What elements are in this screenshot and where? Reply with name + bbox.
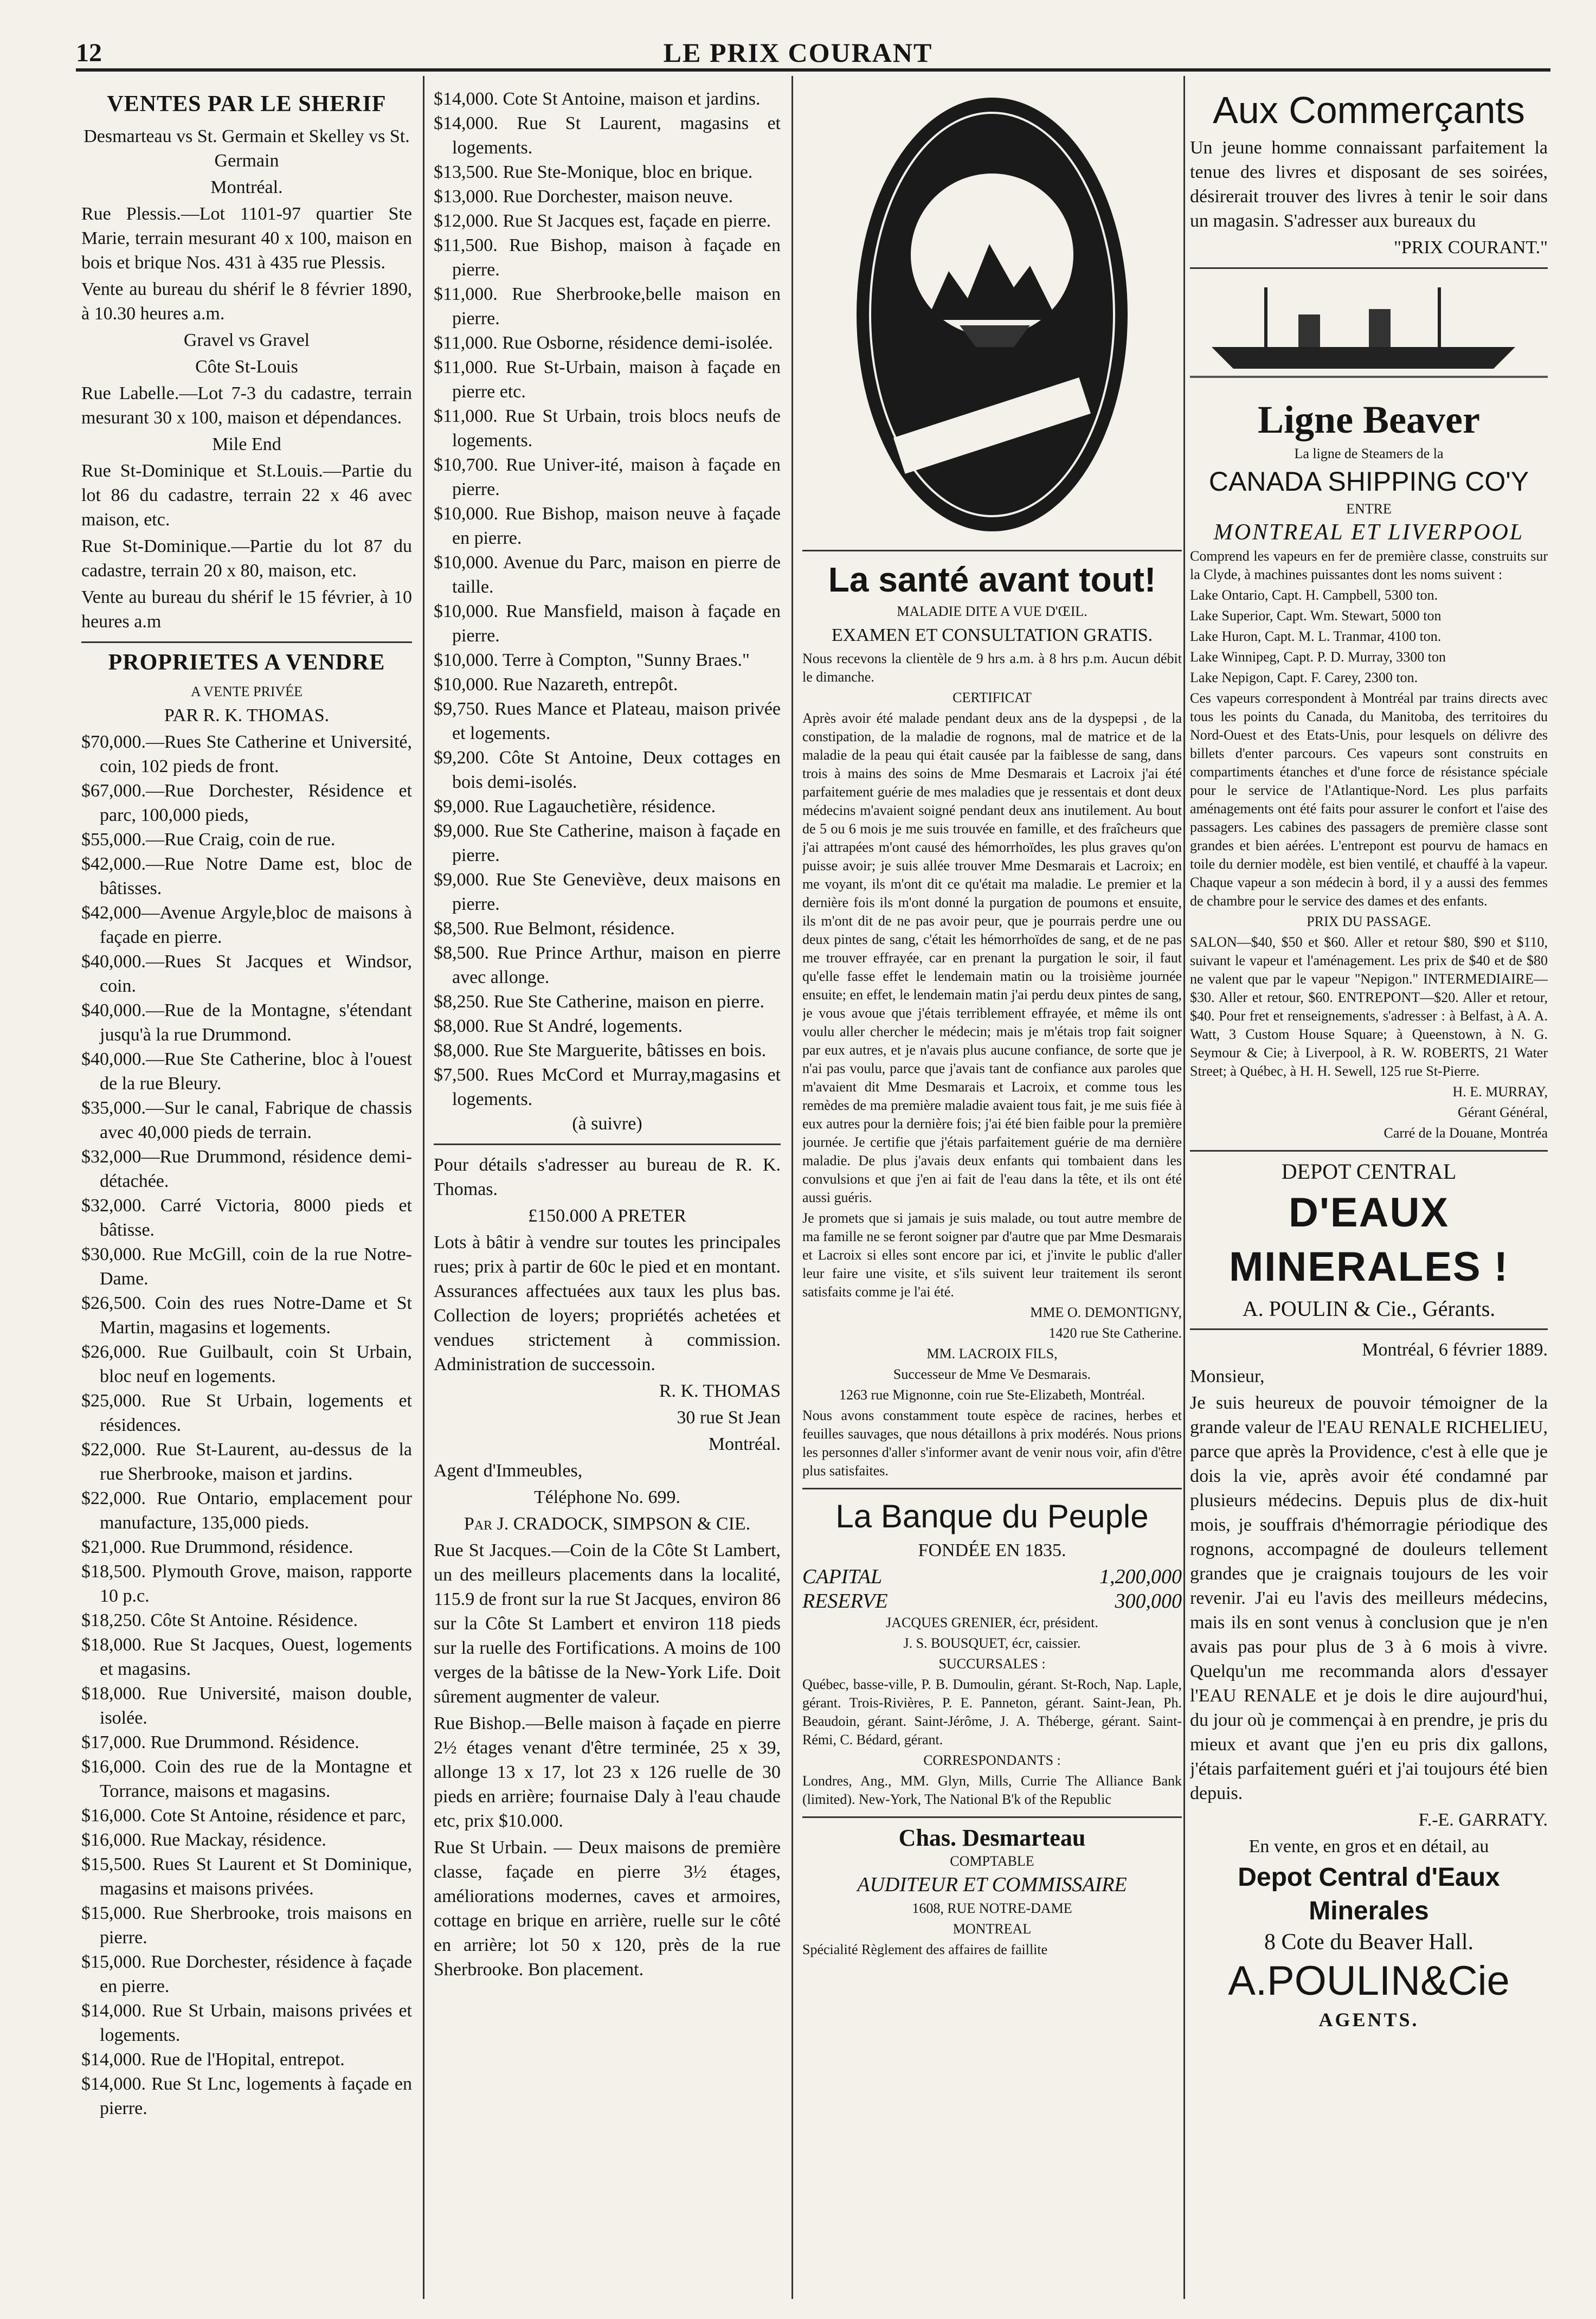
manager-address: Carré de la Douane, Montréa xyxy=(1383,1125,1548,1141)
property-listing: $22,000. Rue St-Laurent, au-dessus de la rue Sherbrooke, maison et jardins. xyxy=(81,1440,412,1484)
property-listing: $8,500. Rue Prince Arthur, maison en pierre avec allonge. xyxy=(434,943,781,987)
capital-row xyxy=(802,1565,1182,1589)
lacroix-name: MM. LACROIX FILS, xyxy=(926,1346,1058,1361)
private-sale-label: A VENTE PRIVÉE xyxy=(190,684,303,699)
page-header xyxy=(0,0,1596,68)
property-listing: $67,000.—Rue Dorchester, Résidence et parc, 100,000 pieds, xyxy=(81,781,412,825)
property-listing: $9,750. Rues Mance et Plateau, maison privée et logements. xyxy=(434,699,781,743)
letter-date: Montréal, 6 février 1889. xyxy=(1362,1340,1548,1360)
property-listing: $32,000. Carré Victoria, 8000 pieds et bâtisse. xyxy=(81,1196,412,1240)
property-list xyxy=(434,87,781,1112)
branches-text: Québec, basse-ville, P. B. Dumoulin, gérant. St-Roch, Nap. Laple, gérant. Trois-Rivières, P. E. Panneton, gérant. Saint-Jean, Ph. Beaudoin, gérant. Saint-Jérôme, J. A. Théberge, gérant. Saint-Rémi, C. Bédard, gérant. xyxy=(802,1676,1182,1748)
case-text: Rue Labelle.—Lot 7-3 du cadastre, terrain mesurant 30 x 100, maison et dépendances. xyxy=(81,383,412,428)
desmarteau-city: MONTREAL xyxy=(953,1921,1032,1937)
property-listing: $16,000. Rue Mackay, résidence. xyxy=(81,1830,326,1850)
certificate-text: Après avoir été malade pendant deux ans de la dyspepsi , de la constipation, de la maladie de rognons, mal de matrice et de la maladie de la peau qui était causée par la faiblesse de sang, dans trois à mains des soins de Mme Desmarais et Lacroix j'ai été parfaitement guérie de mes maladies que je ressentais et dont deux médecins m'avaient soigné pendant deux ans inutilement. Au bout de 5 ou 6 mois je me suis trouvée en famille, et des fraîcheurs que j'ai attrapées m'ont causé des hémorrhoïdes, les plus graves qu'on puisse avoir; je suis allée trouver Mme Desmarais et Lacroix; en me voyant, ils m'ont dit ce qu'était ma maladie. Le premier et la dernière fois ils m'ont donné la purgation de poumons et ensuite, ils m'ont dit de ne pas avoir peur, que je pourrais perdre une ou deux pintes de sang, c'était les hémorrhoïdes de sang, et de ne pas me trouver effrayée, car en prenant la purgation le soir, il faut qu'elle fasse effet le lendemain matin ou la troisième journée ensuite; en effet, le lendemain matin j'ai perdu deux pintes de sang, je vous avoue que j'étais terriblement effrayée, et même ils ont voulu aller chercher le médecin; mais je m'étais trop fait soigner par eux autres, et je n'avais plus aucune confiance, de sorte que je n'ai pas voulu, parce que j'avais tant de confiance aux paroles que m'avaient dit Mme Desmarais et Lacroix, et comme tous les remèdes de ma première maladie avaient tous fait, je me suis fiée à eux autres pour la dernière fois; j'ai été bien faible pour la première journée. Je certifie que j'étais parfaitement guérie de ma dernière maladie. De plus j'avais deux enfants qui tombaient dans les convulsions et que j'en ai fait de l'eau dans la tête, et ils ont été aussi guéris. xyxy=(802,710,1182,1205)
listing-text: Rue St Urbain. — Deux maisons de première classe, façade en pierre 3½ étages, améliorations modernes, caves et armoires, cottage en brique en arrière, ruelle sur le côté en arrière; lot 50 x 120, près de la rue Sherbrooke. Bon placement. xyxy=(434,1838,781,1980)
property-listing: $22,000. Rue Ontario, emplacement pour manufacture, 135,000 pieds. xyxy=(81,1488,412,1533)
poulin-managers: A. POULIN & Cie., Gérants. xyxy=(1242,1296,1496,1321)
column-3 xyxy=(802,87,1182,1961)
case-text: Rue St-Dominique et St.Louis.—Partie du lot 86 du cadastre, terrain 22 x 46 avec maison, etc. xyxy=(81,461,412,530)
property-listing: $8,000. Rue St André, logements. xyxy=(434,1016,683,1036)
capital-label: CAPITAL xyxy=(802,1565,883,1588)
certificate-address: 1420 rue Ste Catherine. xyxy=(1048,1325,1182,1341)
hours-text: Nous recevons la clientèle de 9 hrs a.m. à 8 hrs p.m. Aucun débit le dimanche. xyxy=(802,651,1182,685)
page-number: 12 xyxy=(76,38,102,67)
property-list xyxy=(81,730,412,2121)
to-be-continued: (à suivre) xyxy=(572,1114,642,1134)
ship-entry: Lake Ontario, Capt. H. Campbell, 5300 ton. xyxy=(1190,587,1438,603)
letter-signature: F.-E. GARRATY. xyxy=(1418,1810,1548,1830)
poulin-big: A.POULIN&Cie xyxy=(1228,1958,1510,2004)
property-listing: $11,000. Rue St-Urbain, maison à façade en pierre etc. xyxy=(434,357,781,402)
depot-central-name: Depot Central d'Eaux Minerales xyxy=(1238,1863,1500,1925)
property-listing: $14,000. Rue St Laurent, magasins et logements. xyxy=(434,113,781,158)
reserve-value: 300,000 xyxy=(1115,1590,1182,1613)
desmarteau-address: 1608, RUE NOTRE-DAME xyxy=(912,1900,1072,1916)
agents-label: AGENTS. xyxy=(1318,2009,1419,2031)
property-listing: $9,000. Rue Ste Geneviève, deux maisons en pierre. xyxy=(434,870,781,914)
capital-value: 1,200,000 xyxy=(1099,1565,1182,1588)
property-listing: $11,500. Rue Bishop, maison à façade en pierre. xyxy=(434,235,781,280)
section-rule xyxy=(434,1144,781,1145)
fleet-text: Ces vapeurs correspondent à Montréal par trains directs avec tous les points du Canada, du Manitoba, des territoires du Nord-Ouest et des Etats-Unis, pour lesquels on délivre des billets d'enter parcours. Ces vapeurs sont construits en compartiments étanches et d'une force de résistance spéciale pour le service de l'Atlantique-Nord. Les plus parfaits aménagements ont été faits pour assurer le confort et l'aise des passagers. Les cabines des passagers de première classe sont grandes et bien aérées. L'entrepont est pourvu de hamacs en toile du dernier modèle, est bien ventilé, et chauffé à la vapeur. Chaque vapeur a son médecin à bord, il y a aussi des femmes de chambre pour le service des dames et des enfants. xyxy=(1190,690,1548,909)
property-listing: $40,000.—Rue Ste Catherine, bloc à l'ouest de la rue Bleury. xyxy=(81,1049,412,1094)
reserve-row xyxy=(802,1589,1182,1614)
property-listing: $30,000. Rue McGill, coin de la rue Notre-Dame. xyxy=(81,1244,412,1289)
signature-name: R. K. THOMAS xyxy=(659,1381,781,1401)
section-rule xyxy=(802,550,1182,551)
section-rule xyxy=(802,1488,1182,1489)
property-listing: $10,000. Avenue du Parc, maison en pierre de taille. xyxy=(434,553,781,597)
property-listing: $16,000. Cote St Antoine, résidence et parc, xyxy=(81,1806,406,1826)
property-listing: $32,000—Rue Drummond, résidence demi-détachée. xyxy=(81,1147,412,1191)
certificate-text: Je promets que si jamais je suis malade, ou tout autre membre de ma famille ne se feront soigner par d'autre que par Mme Desmarais et Lacroix si elles sont encore par ici, et j'invite le public d'aller leur faire une visite, et s'ils suivent leur traitement ils seront satisfaits comme je l'ai été. xyxy=(802,1210,1182,1300)
property-listing: $11,000. Rue Osborne, résidence demi-isolée. xyxy=(434,333,773,353)
property-listing: $13,500. Rue Ste-Monique, bloc en brique. xyxy=(434,162,753,182)
ship-entry: Lake Winnipeg, Capt. P. D. Murray, 3300 ton xyxy=(1190,649,1446,665)
property-listing: $7,500. Rues McCord et Murray,magasins et logements. xyxy=(434,1065,781,1109)
cradock-byline: Par J. CRADOCK, SIMPSON & CIE. xyxy=(464,1514,751,1534)
fleet-intro: Comprend les vapeurs en fer de première classe, construits sur la Clyde, à machines puissantes dont les noms suivent : xyxy=(1190,548,1548,582)
agent-title: Agent d'Immeubles, xyxy=(434,1461,583,1481)
property-listing: $26,000. Rue Guilbault, coin St Urbain, bloc neuf en logements. xyxy=(81,1342,412,1386)
listing-text: Rue Bishop.—Belle maison à façade en pierre 2½ étages venant d'être terminée, 25 x 39, allonge 13 x 17, lot 23 x 126 ruelle de 30 pieds en arrière; fournaise Daly à l'eau chaude etc, prix $10.000. xyxy=(434,1713,781,1831)
case-parties: Gravel vs Gravel xyxy=(183,330,310,350)
bank-title: La Banque du Peuple xyxy=(835,1498,1149,1534)
steamship-icon xyxy=(1190,282,1548,385)
case-text: Rue Plessis.—Lot 1101-97 quartier Ste Marie, terrain mesurant 40 x 100, maison en bois et brique Nos. 431 à 435 rue Plessis. xyxy=(81,204,412,273)
lacroix-text: Nous avons constamment toute espèce de racines, herbes et feuilles sauvages, que nous détaillons à prix modérés. Nous prions les personnes d'aller s'informer avant de venir nous voir, afin d'être plus satisfaites. xyxy=(802,1408,1182,1479)
correspondents-text: Londres, Ang., MM. Glyn, Mills, Currie The Alliance Bank (limited). New-York, The National B'k of the Republic xyxy=(802,1773,1182,1807)
merchants-ref: "PRIX COURANT." xyxy=(1393,237,1548,258)
column-2 xyxy=(434,87,781,1984)
section-rule xyxy=(802,1816,1182,1818)
property-listing: $42,000.—Rue Notre Dame est, bloc de bâtisses. xyxy=(81,854,412,898)
property-listing: $11,000. Rue St Urbain, trois blocs neufs de logements. xyxy=(434,406,781,451)
letter-text: Je suis heureux de pouvoir témoigner de la grande valeur de l'EAU RENALE RICHELIEU, parce que après la Providence, c'est à elle que je dois la vie, après avoir été condamné par plusieurs médecins. Depuis plus de dix-huit mois, je souffrais d'hémorragie périodique des rognons, accompagné de douleurs tellement grandes que je craignais toujours de les voir revenir. J'ai eu l'avis des meilleurs médecins, mais ils en sont venus à conclusion que je n'en avais pas pour plus de 3 à 6 mois à vivre. Quelqu'un me recommanda alors d'essayer l'EAU RENALE et je dois le dire aujourd'hui, du jour où je commençai à en prendre, je pris du mieux et avant que j'en eu pris dix gallons, j'étais parfaitement guéri et j'ai toujours été bien depuis. xyxy=(1190,1393,1548,1803)
ship-entry: Lake Huron, Capt. M. L. Tranmar, 4100 ton. xyxy=(1190,628,1441,644)
property-listing: $18,250. Côte St Antoine. Résidence. xyxy=(81,1610,358,1630)
ship-entry: Lake Superior, Capt. Wm. Stewart, 5000 ton xyxy=(1190,608,1441,624)
property-listing: $14,000. Cote St Antoine, maison et jardins. xyxy=(434,89,761,109)
case-sale: Vente au bureau du shérif le 8 février 1890, à 10.30 heures a.m. xyxy=(81,279,412,324)
bank-founded: FONDÉE EN 1835. xyxy=(918,1540,1066,1560)
certificate-signature: MME O. DEMONTIGNY, xyxy=(1030,1305,1182,1320)
column-1 xyxy=(81,87,412,2121)
property-listing: $13,000. Rue Dorchester, maison neuve. xyxy=(434,187,733,207)
fare-text: SALON—$40, $50 et $60. Aller et retour $80, $90 et $110, suivant le vapeur et l'aménagement. Les prix de $40 et de $80 ne valent que par le vapeur "Nepigon." INTERMEDIAIRE—$30. Aller et retour, $60. ENTREPONT—$20. Aller et retour, $40. Pour fret et renseignements, s'adresser : à Belfast, à A. A. Watt, 3 Custom House Square; à Queenstown, à N. G. Seymour & Cie; à Liverpool, à R. W. ROBERTS, 21 Water Street; à Québec, à H. H. Sewell, 125 rue St-Pierre. xyxy=(1190,934,1548,1079)
agent-byline: PAR R. K. THOMAS. xyxy=(164,705,330,725)
section-rule xyxy=(1190,1328,1548,1330)
property-listing: $12,000. Rue St Jacques est, façade en pierre. xyxy=(434,211,771,231)
canada-shipping: CANADA SHIPPING CO'Y xyxy=(1208,466,1529,497)
property-listing: $8,250. Rue Ste Catherine, maison en pierre. xyxy=(434,992,764,1012)
property-listing: $40,000.—Rues St Jacques et Windsor, coin. xyxy=(81,952,412,996)
property-listing: $17,000. Rue Drummond. Résidence. xyxy=(81,1732,359,1752)
property-listing: $10,000. Rue Nazareth, entrepôt. xyxy=(434,674,678,695)
correspondents-label: CORRESPONDANTS : xyxy=(923,1752,1061,1768)
property-listing: $11,000. Rue Sherbrooke,belle maison en pierre. xyxy=(434,284,781,329)
health-headline: La santé avant tout! xyxy=(828,560,1156,599)
property-listing: $42,000—Avenue Argyle,bloc de maisons à façade en pierre. xyxy=(81,903,412,947)
property-listing: $70,000.—Rues Ste Catherine et Université, coin, 102 pieds de front. xyxy=(81,732,412,776)
property-listing: $15,000. Rue Dorchester, résidence à façade en pierre. xyxy=(81,1952,412,1996)
property-listing: $16,000. Coin des rue de la Montagne et Torrance, maisons et magasins. xyxy=(81,1757,412,1801)
property-listing: $15,000. Rue Sherbrooke, trois maisons en pierre. xyxy=(81,1903,412,1948)
letter-salutation: Monsieur, xyxy=(1190,1366,1265,1386)
property-listing: $18,500. Plymouth Grove, maison, rapporte 10 p.c. xyxy=(81,1562,412,1606)
property-listing: $9,000. Rue Ste Catherine, maison à façade en pierre. xyxy=(434,821,781,865)
fare-heading: PRIX DU PASSAGE. xyxy=(1307,914,1431,929)
listing-text: Rue St Jacques.—Coin de la Côte St Lambert, un des meilleurs placements dans la localité, 115.9 de front sur la rue St Jacques, environ 86 sur la Côte St Lambert et environ 118 pieds sur la ruelle des Fortifications. A moins de 100 verges de la bâtisse de la New-York Life. Doit sûrement augmenter de valeur. xyxy=(434,1540,781,1707)
property-listing: $25,000. Rue St Urbain, logements et résidences. xyxy=(81,1391,412,1435)
for-sale-line: En vente, en gros et en détail, au xyxy=(1249,1836,1489,1857)
sheriff-sales-heading: VENTES PAR LE SHERIF xyxy=(107,92,387,117)
disease-label: MALADIE DITE A VUE D'ŒIL. xyxy=(897,603,1087,619)
branches-label: SUCCURSALES : xyxy=(938,1656,1046,1672)
route-label: MONTREAL ET LIVERPOOL xyxy=(1213,520,1524,545)
accountant-label: COMPTABLE xyxy=(950,1853,1034,1869)
between-label: ENTRE xyxy=(1346,501,1392,517)
property-listing: $18,000. Rue St Jacques, Ouest, logements et magasins. xyxy=(81,1635,412,1679)
property-listing: $40,000.—Rue de la Montagne, s'étendant jusqu'à la rue Drummond. xyxy=(81,1000,412,1045)
mineral-waters-title: D'EAUX MINERALES ! xyxy=(1229,1190,1509,1290)
ship-entry: Lake Nepigon, Capt. F. Carey, 2300 ton. xyxy=(1190,670,1418,685)
property-listing: $10,700. Rue Univer-ité, maison à façade en pierre. xyxy=(434,455,781,499)
merchants-text: Un jeune homme connaissant parfaitement la tenue des livres et disposant de ses soirées, désirerait trouver des livres à tenir le soir dans un magasin. S'adresser aux bureaux du xyxy=(1190,138,1548,231)
trade-mark-logo xyxy=(802,87,1182,542)
desmarteau-name: Chas. Desmarteau xyxy=(898,1825,1086,1851)
details-notice: Pour détails s'adresser au bureau de R. K. Thomas. xyxy=(434,1155,781,1199)
property-listing: $8,000. Rue Ste Marguerite, bâtisses en bois. xyxy=(434,1040,767,1061)
phone-number: Téléphone No. 699. xyxy=(533,1487,681,1507)
property-listing: $10,000. Rue Bishop, maison neuve à façade en pierre. xyxy=(434,504,781,548)
property-listing: $15,500. Rues St Laurent et St Dominique, magasins et maisons privées. xyxy=(81,1854,412,1899)
bank-president: JACQUES GRENIER, écr, président. xyxy=(886,1615,1098,1630)
property-listing: $35,000.—Sur le canal, Fabrique de chassis avec 40,000 pieds de terrain. xyxy=(81,1098,412,1142)
column-divider xyxy=(423,76,424,2299)
newspaper-title: LE PRIX COURANT xyxy=(663,37,933,68)
case-place: Montréal. xyxy=(210,177,283,197)
properties-heading: PROPRIETES A VENDRE xyxy=(108,650,385,675)
property-listing: $26,500. Coin des rues Notre-Dame et St Martin, magasins et logements. xyxy=(81,1293,412,1338)
property-listing: $8,500. Rue Belmont, résidence. xyxy=(434,918,675,939)
lacroix-address: 1263 rue Mignonne, coin rue Ste-Elizabeth, Montréal. xyxy=(839,1387,1145,1403)
case-text: Rue St-Dominique.—Partie du lot 87 du cadastre, terrain 20 x 80, maison, etc. xyxy=(81,536,412,581)
property-listing: $55,000.—Rue Craig, coin de rue. xyxy=(81,830,336,850)
property-listing: $21,000. Rue Drummond, résidence. xyxy=(81,1537,353,1557)
certificate-heading: CERTIFICAT xyxy=(953,690,1032,705)
property-listing: $10,000. Rue Mansfield, maison à façade en pierre. xyxy=(434,601,781,646)
merchants-title: Aux Commerçants xyxy=(1213,89,1525,131)
section-rule xyxy=(81,641,412,643)
loan-heading: £150.000 A PRETER xyxy=(528,1206,686,1226)
header-rule xyxy=(76,68,1550,72)
manager-name: H. E. MURRAY, xyxy=(1452,1084,1548,1100)
property-listing: $18,000. Rue Université, maison double, isolée. xyxy=(81,1684,412,1728)
auditor-label: AUDITEUR ET COMMISSAIRE xyxy=(857,1873,1127,1896)
reserve-label: RESERVE xyxy=(802,1590,888,1613)
property-listing: $14,000. Rue St Lnc, logements à façade en pierre. xyxy=(81,2074,412,2118)
signature-city: Montréal. xyxy=(708,1434,781,1454)
signature-address: 30 rue St Jean xyxy=(677,1408,781,1428)
lots-text: Lots à bâtir à vendre sur toutes les principales rues; prix à partir de 60c le pied et en montant. Assurances affectuées aux taux les plus bas. Collection de loyers; propriétés achetées et vendues strictement à commission. Administration de successoin. xyxy=(434,1232,781,1374)
free-consultation: EXAMEN ET CONSULTATION GRATIS. xyxy=(831,625,1153,645)
property-listing: $9,200. Côte St Antoine, Deux cottages en bois demi-isolés. xyxy=(434,748,781,792)
case-place: Côte St-Louis xyxy=(195,357,298,377)
column-divider xyxy=(791,76,793,2299)
bank-cashier: J. S. BOUSQUET, écr, caissier. xyxy=(903,1635,1081,1651)
column-4 xyxy=(1190,87,1548,2034)
lacroix-subtitle: Successeur de Mme Ve Desmarais. xyxy=(893,1366,1091,1382)
section-rule xyxy=(1190,267,1548,269)
column-divider xyxy=(1183,76,1185,2299)
manager-title: Gérant Général, xyxy=(1457,1104,1548,1120)
property-listing: $9,000. Rue Lagauchetière, résidence. xyxy=(434,796,716,817)
specialty-text: Spécialité Règlement des affaires de faillite xyxy=(802,1942,1048,1957)
beaver-hall-address: 8 Cote du Beaver Hall. xyxy=(1264,1930,1474,1955)
section-rule xyxy=(1190,1150,1548,1152)
ship-list xyxy=(1190,586,1548,687)
beaver-line-sub: La ligne de Steamers de la xyxy=(1294,446,1444,461)
beaver-line-title: Ligne Beaver xyxy=(1258,398,1480,441)
property-listing: $14,000. Rue de l'Hopital, entrepot. xyxy=(81,2050,345,2070)
depot-heading: DEPOT CENTRAL xyxy=(1281,1159,1457,1184)
property-listing: $14,000. Rue St Urbain, maisons privées et logements. xyxy=(81,2001,412,2045)
case-sale: Vente au bureau du shérif le 15 février, à 10 heures a.m xyxy=(81,587,412,632)
oval-emblem-icon xyxy=(851,92,1133,537)
case-place: Mile End xyxy=(212,434,281,454)
case-parties: Desmarteau vs St. Germain et Skelley vs St. Germain xyxy=(83,126,410,171)
property-listing: $10,000. Terre à Compton, "Sunny Braes." xyxy=(434,650,750,670)
